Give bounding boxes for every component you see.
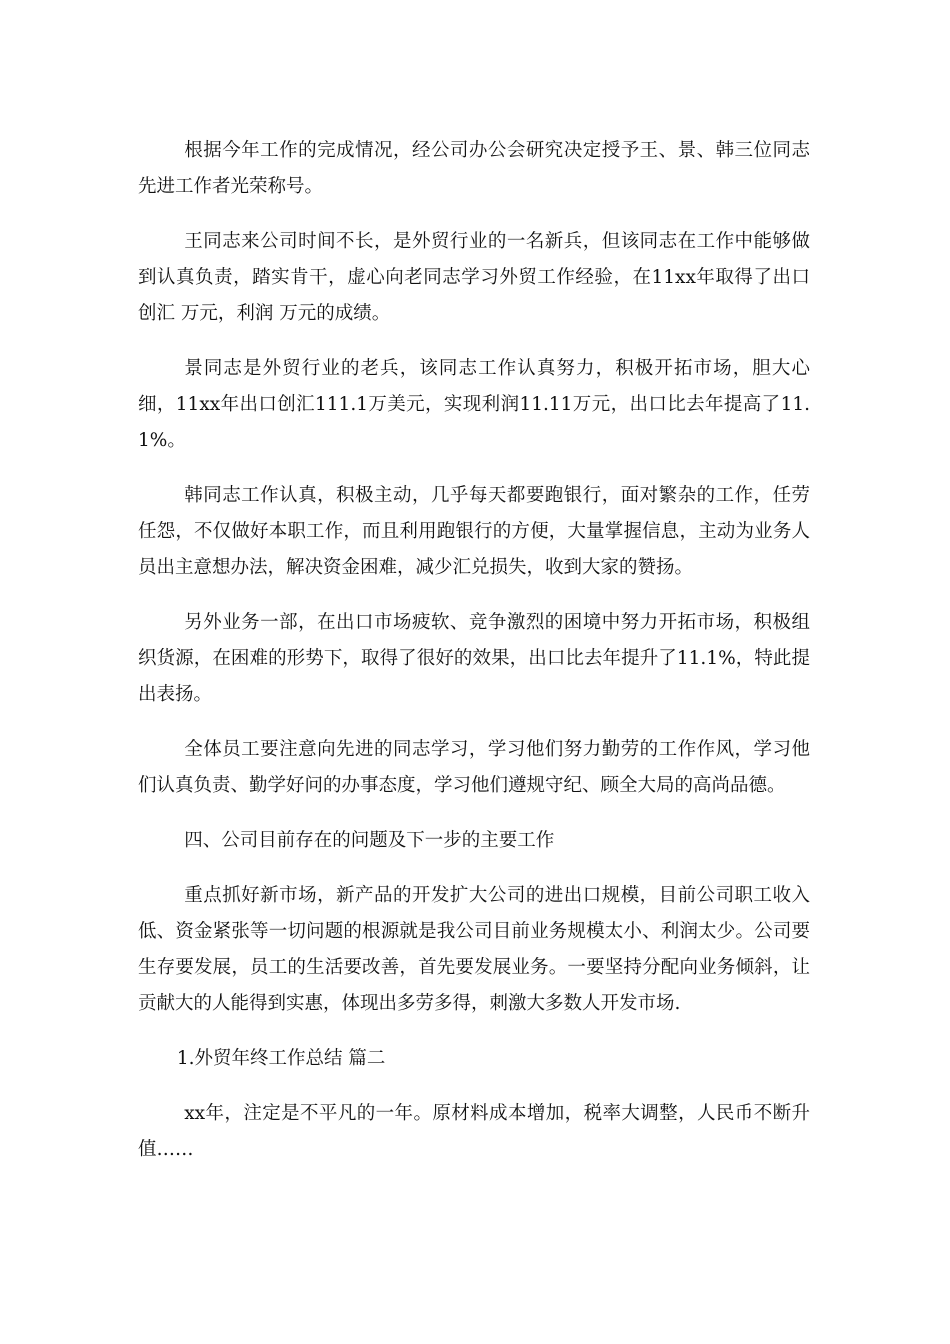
sub-heading: 1.外贸年终工作总结 篇二 — [176, 1048, 386, 1069]
paragraph-final: xx年，注定是不平凡的一年。原材料成本增加，税率大调整，人民币不断升值…… — [138, 1103, 810, 1160]
paragraph-jing: 景同志是外贸行业的老兵，该同志工作认真努力，积极开拓市场，胆大心细，11xx年出口创汇111.1万美元，实现利润11.11万元，出口比去年提高了11.1%。 — [138, 358, 810, 451]
paragraph-market: 重点抓好新市场，新产品的开发扩大公司的进出口规模，目前公司职工收入低、资金紧张等一切问题的根源就是我公司目前业务规模太小、利润太少。公司要生存要发展，员工的生活要改善，首先要发展业务。一要坚持分配向业务倾斜，让贡献大的人能得到实惠，体现出多劳多得，刺激大多数人开发市场. — [138, 885, 810, 1014]
paragraph-wang: 王同志来公司时间不长，是外贸行业的一名新兵，但该同志在工作中能够做到认真负责，踏实肯干，虚心向老同志学习外贸工作经验，在11xx年取得了出口创汇 万元，利润 万元的成绩。 — [138, 231, 810, 324]
document-body — [138, 133, 810, 1187]
section-heading: 四、公司目前存在的问题及下一步的主要工作 — [184, 830, 555, 851]
paragraph-all-staff: 全体员工要注意向先进的同志学习，学习他们努力勤劳的工作作风，学习他们认真负责、勤学好问的办事态度，学习他们遵规守纪、顾全大局的高尚品德。 — [138, 739, 810, 796]
paragraph-han: 韩同志工作认真，积极主动，几乎每天都要跑银行，面对繁杂的工作，任劳任怨，不仅做好本职工作，而且利用跑银行的方便，大量掌握信息，主动为业务人员出主意想办法，解决资金困难，减少汇兑损失，收到大家的赞扬。 — [138, 485, 810, 578]
paragraph-awards: 根据今年工作的完成情况，经公司办公会研究决定授予王、景、韩三位同志先进工作者光荣称号。 — [138, 140, 810, 197]
paragraph-department: 另外业务一部，在出口市场疲软、竞争激烈的困境中努力开拓市场，积极组织货源，在困难的形势下，取得了很好的效果，出口比去年提升了11.1%，特此提出表扬。 — [138, 612, 810, 705]
